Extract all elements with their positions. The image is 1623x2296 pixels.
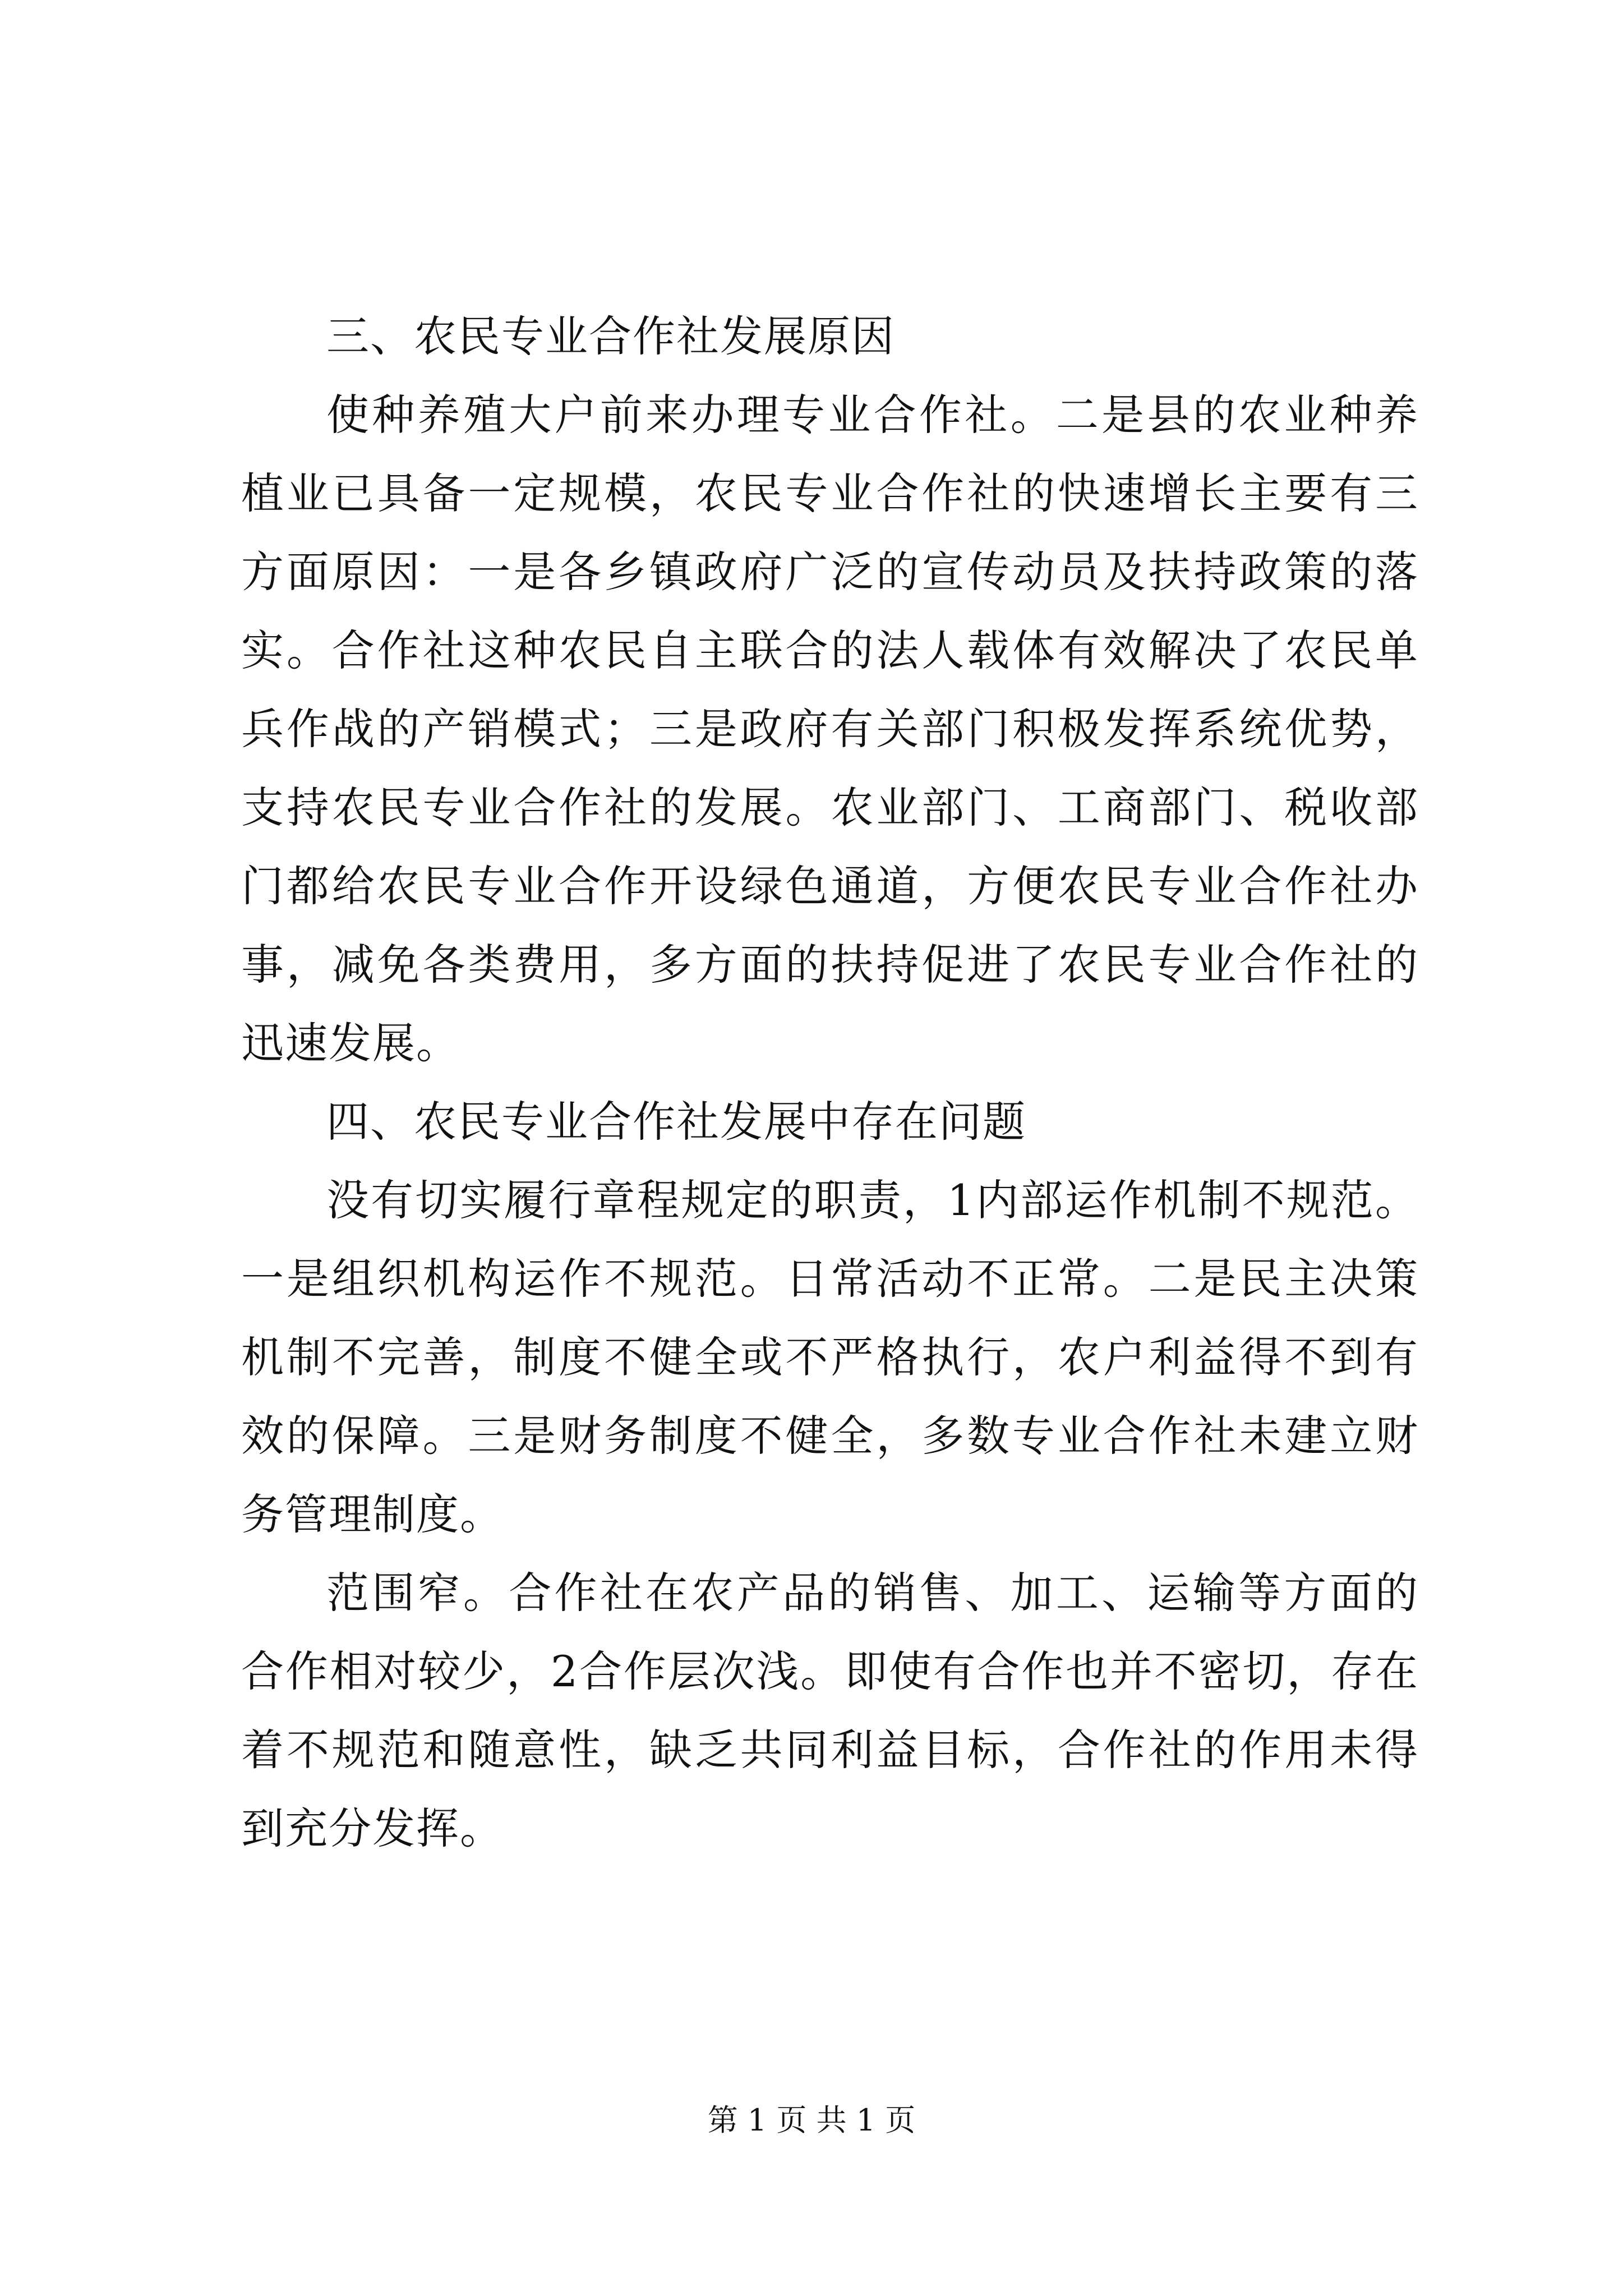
page-footer: 第 1 页 共 1 页	[707, 2102, 916, 2138]
paragraph: 使种养殖大户前来办理专业合作社。二是县的农业种养植业已具备一定规模，农民专业合作社的快速增长主要有三方面原因：一是各乡镇政府广泛的宣传动员及扶持政策的落实。合作社这种农民自主联合的法人载体有效解决了农民单兵作战的产销模式；三是政府有关部门积极发挥系统优势，支持农民专业合作社的发展。农业部门、工商部门、税收部门都给农民专业合作开设绿色通道，方便农民专业合作社办事，减免各类费用，多方面的扶持促进了农民专业合作社的迅速发展。	[241, 390, 1419, 1068]
section-heading-4: 四、农民专业合作社发展中存在问题	[326, 1097, 1026, 1147]
paragraph: 范围窄。合作社在农产品的销售、加工、运输等方面的合作相对较少，2合作层次浅。即使有合作也并不密切，存在着不规范和随意性，缺乏共同利益目标，合作社的作用未得到充分发挥。	[241, 1568, 1419, 1853]
paragraph: 没有切实履行章程规定的职责，1内部运作机制不规范。一是组织机构运作不规范。日常活动不正常。二是民主决策机制不完善，制度不健全或不严格执行，农户利益得不到有效的保障。三是财务制度不健全，多数专业合作社未建立财务管理制度。	[241, 1175, 1419, 1539]
document-body	[241, 297, 1419, 1868]
section-heading-3: 三、农民专业合作社发展原因	[326, 311, 895, 361]
